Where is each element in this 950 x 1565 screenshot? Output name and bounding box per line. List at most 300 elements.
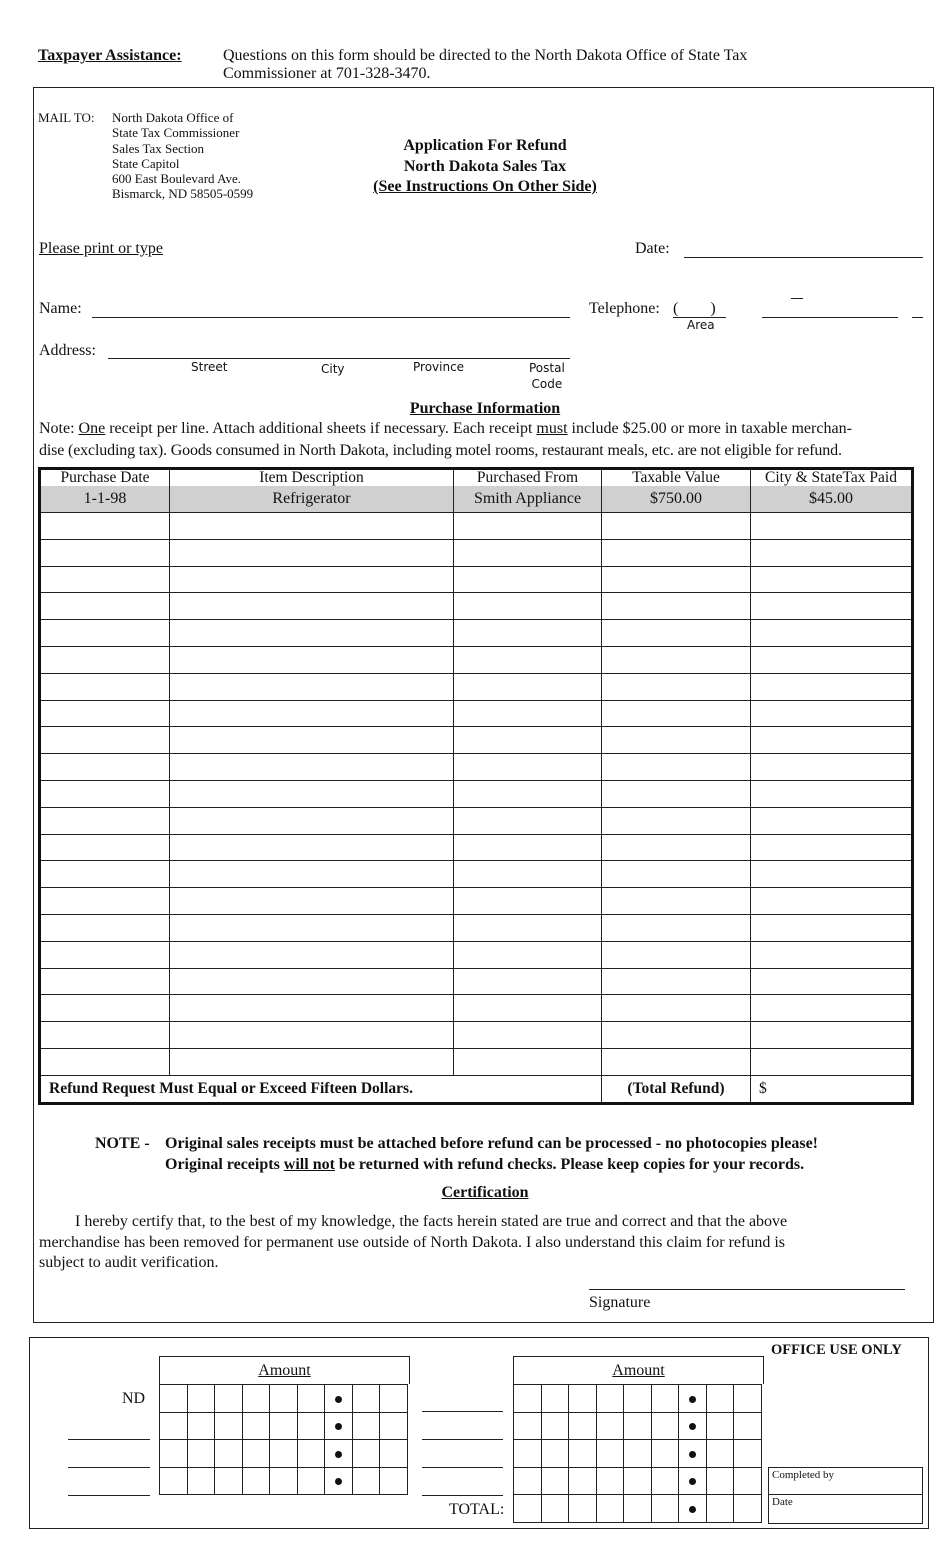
table-cell[interactable] <box>751 861 913 888</box>
table-cell[interactable] <box>170 914 454 941</box>
name-label: Name: <box>39 300 82 317</box>
digit-cell[interactable] <box>380 1467 408 1495</box>
table-cell[interactable] <box>602 593 751 620</box>
table-cell[interactable] <box>454 673 602 700</box>
digit-cell[interactable] <box>651 1495 679 1523</box>
digit-cell[interactable] <box>734 1467 762 1495</box>
title-line-1: Application For Refund <box>403 137 567 154</box>
table-cell[interactable] <box>602 968 751 995</box>
table-cell[interactable] <box>454 968 602 995</box>
example-taxable-value: $750.00 <box>602 486 751 513</box>
digit-cell[interactable] <box>734 1495 762 1523</box>
grid-row <box>514 1412 762 1440</box>
table-header-row <box>40 469 913 487</box>
table-row <box>40 1048 913 1075</box>
table-cell[interactable] <box>454 1048 602 1075</box>
area-label: Area <box>687 318 715 332</box>
address-input-line[interactable] <box>108 358 570 359</box>
table-cell[interactable] <box>454 754 602 781</box>
digit-cell[interactable] <box>651 1412 679 1440</box>
note-label: NOTE - <box>95 1135 150 1152</box>
street-label: Street <box>191 360 228 374</box>
table-row <box>40 700 913 727</box>
grid-row <box>514 1495 762 1523</box>
digit-cell[interactable] <box>352 1385 380 1413</box>
table-cell[interactable] <box>602 834 751 861</box>
digit-cell[interactable] <box>734 1440 762 1468</box>
digit-cell[interactable] <box>596 1467 624 1495</box>
digit-cell[interactable] <box>242 1440 270 1468</box>
table-cell[interactable] <box>602 513 751 540</box>
table-cell[interactable] <box>170 941 454 968</box>
purchase-heading: Purchase Information <box>409 400 561 417</box>
table-row <box>40 780 913 807</box>
table-row <box>40 646 913 673</box>
digit-cell[interactable] <box>270 1467 298 1495</box>
note-mid: receipt per line. Attach additional sheets if necessary. Each receipt <box>105 420 537 437</box>
table-cell[interactable] <box>454 780 602 807</box>
table-cell[interactable] <box>751 807 913 834</box>
example-description: Refrigerator <box>170 486 454 513</box>
digit-cell[interactable] <box>514 1412 542 1440</box>
table-cell[interactable] <box>751 646 913 673</box>
office-line-mid-4[interactable] <box>422 1495 503 1496</box>
digit-cell[interactable] <box>596 1440 624 1468</box>
table-cell[interactable] <box>40 700 170 727</box>
table-row <box>40 620 913 647</box>
note-one: One <box>78 420 106 437</box>
digit-cell[interactable] <box>679 1467 707 1495</box>
table-cell[interactable] <box>454 700 602 727</box>
decimal-point <box>689 1478 696 1485</box>
digit-cell[interactable] <box>624 1440 652 1468</box>
col-header-tax-paid: City & StateTax Paid <box>751 469 913 487</box>
table-cell[interactable] <box>751 593 913 620</box>
address-label: Address: <box>39 342 96 359</box>
digit-cell[interactable] <box>569 1495 597 1523</box>
col-header-purchased-from: Purchased From <box>454 469 602 487</box>
table-cell[interactable] <box>751 539 913 566</box>
digit-cell[interactable] <box>541 1385 569 1413</box>
digit-cell[interactable] <box>187 1467 215 1495</box>
table-cell[interactable] <box>602 807 751 834</box>
table-cell[interactable] <box>170 539 454 566</box>
digit-cell[interactable] <box>270 1440 298 1468</box>
signature-label: Signature <box>589 1294 651 1311</box>
table-cell[interactable] <box>40 513 170 540</box>
digit-cell[interactable] <box>569 1385 597 1413</box>
grid-row <box>514 1385 762 1413</box>
digit-cell[interactable] <box>706 1467 734 1495</box>
example-row <box>40 486 913 513</box>
table-cell[interactable] <box>454 539 602 566</box>
amount-header-right: Amount <box>513 1356 764 1384</box>
digit-cell[interactable] <box>380 1440 408 1468</box>
city-label: City <box>321 362 345 376</box>
office-line-left-1[interactable] <box>68 1439 150 1440</box>
mail-line: 600 East Boulevard Ave. <box>112 171 242 187</box>
digit-cell[interactable] <box>270 1412 298 1440</box>
total-refund-field[interactable]: $ <box>751 1075 913 1103</box>
decimal-point <box>689 1396 696 1403</box>
table-cell[interactable] <box>40 539 170 566</box>
grid-row <box>514 1467 762 1495</box>
digit-cell[interactable] <box>569 1467 597 1495</box>
table-cell[interactable] <box>40 914 170 941</box>
office-line-mid-3[interactable] <box>422 1467 503 1468</box>
table-cell[interactable] <box>751 995 913 1022</box>
cert-line-2: merchandise has been removed for permanent use outside of North Dakota. I also understand this claim for refund is <box>39 1233 785 1251</box>
table-cell[interactable] <box>602 539 751 566</box>
table-cell[interactable] <box>454 941 602 968</box>
digit-cell[interactable] <box>541 1412 569 1440</box>
example-date: 1-1-98 <box>40 486 170 513</box>
total-row <box>40 1075 913 1103</box>
table-cell[interactable] <box>40 1048 170 1075</box>
date-input-line[interactable] <box>684 257 923 258</box>
postal-label <box>529 360 565 392</box>
nd-label: ND <box>122 1390 146 1407</box>
name-input-line[interactable] <box>92 317 570 318</box>
digit-cell[interactable] <box>187 1440 215 1468</box>
table-cell[interactable] <box>454 1022 602 1049</box>
amount-header-left: Amount <box>159 1356 410 1384</box>
table-row <box>40 727 913 754</box>
note-line-2-pre: Original receipts <box>165 1156 284 1173</box>
digit-cell[interactable] <box>679 1385 707 1413</box>
table-cell[interactable] <box>454 593 602 620</box>
table-cell[interactable] <box>170 700 454 727</box>
decimal-point <box>335 1478 342 1485</box>
table-cell[interactable] <box>751 780 913 807</box>
cert-line-3: subject to audit verification. <box>39 1254 219 1271</box>
digit-cell[interactable] <box>651 1440 679 1468</box>
office-line-left-2[interactable] <box>68 1467 150 1468</box>
digit-cell[interactable] <box>624 1495 652 1523</box>
digit-cell[interactable] <box>352 1412 380 1440</box>
col-header-date: Purchase Date <box>40 469 170 487</box>
digit-cell[interactable] <box>514 1440 542 1468</box>
purchase-note-2: dise (excluding tax). Goods consumed in North Dakota, including motel rooms, restaurant meals, etc. are not eligible for refund. <box>39 442 842 459</box>
digit-cell[interactable] <box>596 1412 624 1440</box>
total-label: TOTAL: <box>449 1501 505 1518</box>
table-cell[interactable] <box>170 566 454 593</box>
table-cell[interactable] <box>454 807 602 834</box>
example-tax-paid: $45.00 <box>751 486 913 513</box>
digit-cell[interactable] <box>679 1412 707 1440</box>
grid-row <box>514 1440 762 1468</box>
table-cell[interactable] <box>751 941 913 968</box>
digit-cell[interactable] <box>541 1440 569 1468</box>
digit-cell[interactable] <box>624 1412 652 1440</box>
table-cell[interactable] <box>751 566 913 593</box>
table-cell[interactable] <box>170 780 454 807</box>
table-cell[interactable] <box>751 754 913 781</box>
digit-cell[interactable] <box>215 1440 243 1468</box>
table-row <box>40 754 913 781</box>
assist-text-2: Commissioner at 701-328-3470. <box>223 65 431 82</box>
table-cell[interactable] <box>40 646 170 673</box>
digit-cell[interactable] <box>679 1440 707 1468</box>
table-cell[interactable] <box>454 646 602 673</box>
form-title <box>335 136 635 198</box>
digit-cell[interactable] <box>297 1385 325 1413</box>
mail-address <box>112 110 253 202</box>
decimal-point <box>689 1423 696 1430</box>
table-cell[interactable] <box>454 888 602 915</box>
digit-cell[interactable] <box>514 1495 542 1523</box>
digit-cell[interactable] <box>160 1385 188 1413</box>
table-cell[interactable] <box>602 1022 751 1049</box>
table-row <box>40 807 913 834</box>
note-line-2 <box>165 1156 804 1174</box>
digit-cell[interactable] <box>734 1412 762 1440</box>
completed-by-label[interactable]: Completed by <box>769 1468 922 1495</box>
digit-cell[interactable] <box>242 1467 270 1495</box>
table-cell[interactable] <box>40 834 170 861</box>
digit-cell[interactable] <box>160 1440 188 1468</box>
table-cell[interactable] <box>170 861 454 888</box>
table-cell[interactable] <box>40 754 170 781</box>
table-cell[interactable] <box>40 780 170 807</box>
digit-cell[interactable] <box>215 1385 243 1413</box>
table-row <box>40 861 913 888</box>
grid-row <box>160 1440 408 1468</box>
table-cell[interactable] <box>751 673 913 700</box>
purchase-note-1 <box>39 420 852 438</box>
digit-cell[interactable] <box>297 1440 325 1468</box>
minimum-refund-text: Refund Request Must Equal or Exceed Fifteen Dollars. <box>40 1075 602 1103</box>
table-cell[interactable] <box>170 1048 454 1075</box>
col-header-taxable-value: Taxable Value <box>602 469 751 487</box>
table-cell[interactable] <box>170 888 454 915</box>
grid-row <box>160 1412 408 1440</box>
table-cell[interactable] <box>170 620 454 647</box>
digit-cell[interactable] <box>624 1467 652 1495</box>
note-pre: Note: <box>39 420 79 437</box>
digit-cell[interactable] <box>596 1385 624 1413</box>
table-cell[interactable] <box>40 807 170 834</box>
table-row <box>40 1022 913 1049</box>
table-cell[interactable] <box>40 1022 170 1049</box>
digit-cell[interactable] <box>734 1385 762 1413</box>
digit-cell[interactable] <box>187 1412 215 1440</box>
table-cell[interactable] <box>40 673 170 700</box>
decimal-point <box>689 1506 696 1513</box>
note-line-1: Original sales receipts must be attached before refund can be processed - no photocopies please! <box>165 1135 819 1152</box>
table-cell[interactable] <box>40 941 170 968</box>
title-line-3: (See Instructions On Other Side) <box>373 178 597 195</box>
table-row <box>40 673 913 700</box>
completed-box <box>768 1467 923 1524</box>
decimal-point <box>335 1396 342 1403</box>
table-cell[interactable] <box>170 834 454 861</box>
table-cell[interactable] <box>170 593 454 620</box>
table-cell[interactable] <box>751 834 913 861</box>
digit-cell[interactable] <box>352 1467 380 1495</box>
example-purchased-from: Smith Appliance <box>454 486 602 513</box>
table-cell[interactable] <box>454 727 602 754</box>
amount-grid-right <box>513 1384 762 1523</box>
digit-cell[interactable] <box>569 1440 597 1468</box>
phone-ext-line <box>912 317 923 318</box>
table-cell[interactable] <box>751 888 913 915</box>
amount-grid-left <box>159 1384 408 1495</box>
table-cell[interactable] <box>40 593 170 620</box>
table-cell[interactable] <box>751 620 913 647</box>
digit-cell[interactable] <box>352 1440 380 1468</box>
table-cell[interactable] <box>602 646 751 673</box>
table-row <box>40 888 913 915</box>
digit-cell[interactable] <box>514 1467 542 1495</box>
digit-cell[interactable] <box>242 1412 270 1440</box>
table-cell[interactable] <box>454 513 602 540</box>
title-line-2: North Dakota Sales Tax <box>403 157 567 175</box>
table-cell[interactable] <box>454 914 602 941</box>
note-line-2-post: be returned with refund checks. Please keep copies for your records. <box>334 1156 805 1173</box>
mail-line: Bismarck, ND 58505-0599 <box>112 186 254 202</box>
digit-cell[interactable] <box>325 1440 353 1468</box>
table-cell[interactable] <box>170 646 454 673</box>
table-cell[interactable] <box>170 807 454 834</box>
table-cell[interactable] <box>170 1022 454 1049</box>
table-row <box>40 995 913 1022</box>
table-cell[interactable] <box>751 513 913 540</box>
digit-cell[interactable] <box>187 1385 215 1413</box>
table-cell[interactable] <box>170 727 454 754</box>
mail-line: Sales Tax Section <box>112 140 205 156</box>
table-cell[interactable] <box>454 620 602 647</box>
note-must: must <box>536 420 568 437</box>
table-cell[interactable] <box>751 968 913 995</box>
digit-cell[interactable] <box>624 1385 652 1413</box>
digit-cell[interactable] <box>706 1495 734 1523</box>
table-row <box>40 566 913 593</box>
digit-cell[interactable] <box>569 1412 597 1440</box>
assist-label: Taxpayer Assistance: <box>38 47 182 64</box>
digit-cell[interactable] <box>325 1385 353 1413</box>
table-cell[interactable] <box>170 673 454 700</box>
table-cell[interactable] <box>751 1048 913 1075</box>
date-label: Date: <box>635 240 670 257</box>
digit-cell[interactable] <box>160 1412 188 1440</box>
table-cell[interactable] <box>170 754 454 781</box>
table-cell[interactable] <box>40 995 170 1022</box>
digit-cell[interactable] <box>215 1412 243 1440</box>
office-line-mid-1[interactable] <box>422 1411 503 1412</box>
table-cell[interactable] <box>454 566 602 593</box>
digit-cell[interactable] <box>596 1495 624 1523</box>
table-cell[interactable] <box>454 861 602 888</box>
digit-cell[interactable] <box>325 1467 353 1495</box>
table-cell[interactable] <box>602 700 751 727</box>
mail-line: State Tax Commissioner <box>112 125 240 141</box>
table-cell[interactable] <box>170 968 454 995</box>
table-cell[interactable] <box>602 1048 751 1075</box>
decimal-point <box>335 1423 342 1430</box>
grid-row <box>160 1385 408 1413</box>
table-cell[interactable] <box>454 834 602 861</box>
phone-number-line[interactable] <box>762 317 898 318</box>
table-cell[interactable] <box>751 700 913 727</box>
office-line-left-3[interactable] <box>68 1495 150 1496</box>
digit-cell[interactable] <box>270 1385 298 1413</box>
decimal-point <box>335 1451 342 1458</box>
table-row <box>40 941 913 968</box>
table-cell[interactable] <box>170 995 454 1022</box>
table-cell[interactable] <box>751 914 913 941</box>
table-cell[interactable] <box>602 995 751 1022</box>
digit-cell[interactable] <box>706 1440 734 1468</box>
digit-cell[interactable] <box>514 1385 542 1413</box>
mail-line: State Capitol <box>112 155 180 171</box>
table-cell[interactable] <box>602 620 751 647</box>
table-cell[interactable] <box>40 620 170 647</box>
table-cell[interactable] <box>454 995 602 1022</box>
digit-cell[interactable] <box>651 1467 679 1495</box>
table-cell[interactable] <box>602 888 751 915</box>
digit-cell[interactable] <box>651 1385 679 1413</box>
table-cell[interactable] <box>40 861 170 888</box>
grid-row <box>160 1467 408 1495</box>
digit-cell[interactable] <box>325 1412 353 1440</box>
digit-cell[interactable] <box>541 1495 569 1523</box>
table-cell[interactable] <box>602 754 751 781</box>
postal-label-1: Postal <box>529 361 565 375</box>
table-cell[interactable] <box>40 566 170 593</box>
table-cell[interactable] <box>602 673 751 700</box>
digit-cell[interactable] <box>380 1385 408 1413</box>
digit-cell[interactable] <box>160 1467 188 1495</box>
table-cell[interactable] <box>170 513 454 540</box>
digit-cell[interactable] <box>297 1467 325 1495</box>
digit-cell[interactable] <box>679 1495 707 1523</box>
assist-text-1: Questions on this form should be directed to the North Dakota Office of State Tax <box>223 47 748 64</box>
table-row <box>40 513 913 540</box>
telephone-label: Telephone: <box>589 300 660 317</box>
certification-text <box>39 1212 787 1274</box>
table-cell[interactable] <box>602 861 751 888</box>
table-cell[interactable] <box>40 888 170 915</box>
signature-line[interactable] <box>589 1289 905 1290</box>
table-cell[interactable] <box>602 941 751 968</box>
digit-cell[interactable] <box>706 1412 734 1440</box>
table-cell[interactable] <box>751 1022 913 1049</box>
digit-cell[interactable] <box>215 1467 243 1495</box>
digit-cell[interactable] <box>380 1412 408 1440</box>
digit-cell[interactable] <box>242 1385 270 1413</box>
province-label: Province <box>413 360 465 374</box>
table-cell[interactable] <box>602 566 751 593</box>
print-note: Please print or type <box>39 240 163 257</box>
table-cell[interactable] <box>602 914 751 941</box>
table-cell[interactable] <box>40 968 170 995</box>
table-cell[interactable] <box>602 780 751 807</box>
office-line-mid-2[interactable] <box>422 1439 503 1440</box>
digit-cell[interactable] <box>297 1412 325 1440</box>
completed-date-label[interactable]: Date <box>772 1496 793 1508</box>
digit-cell[interactable] <box>706 1385 734 1413</box>
note-will-not: will not <box>283 1156 335 1173</box>
table-cell[interactable] <box>751 727 913 754</box>
mail-to-label: MAIL TO: <box>38 110 95 125</box>
table-cell[interactable] <box>40 727 170 754</box>
cert-line-1: I hereby certify that, to the best of my knowledge, the facts herein stated are true and correct and that the above <box>75 1213 788 1230</box>
digit-cell[interactable] <box>541 1467 569 1495</box>
certification-heading: Certification <box>441 1184 529 1201</box>
table-cell[interactable] <box>602 727 751 754</box>
table-row <box>40 834 913 861</box>
